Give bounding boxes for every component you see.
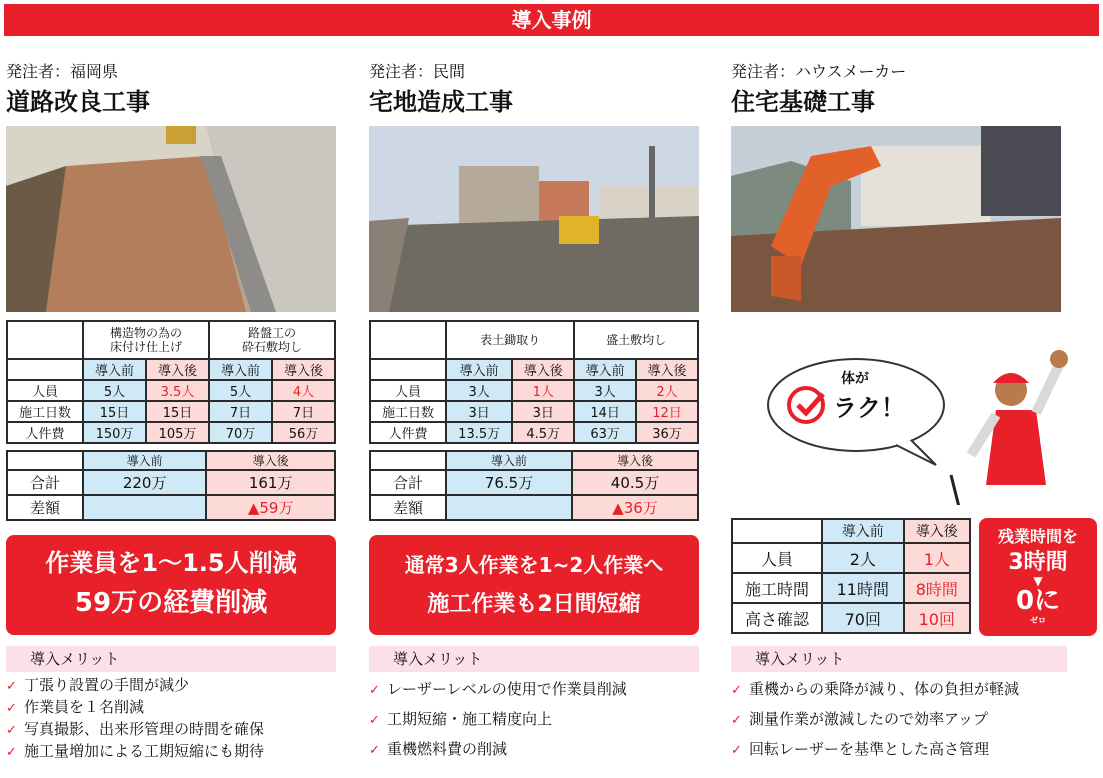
before-header: 導入前 [83, 359, 146, 380]
after-header: 導入後 [146, 359, 209, 380]
check-icon: ✓ [731, 743, 742, 758]
after-header: 導入後 [272, 359, 335, 380]
table-row: 施工時間 11時間 8時間 [732, 573, 970, 603]
down-arrow-icon: ▼ [1033, 574, 1043, 588]
list-item: ✓ 測量作業が激減したので効率アップ [731, 708, 1067, 738]
table-row: 施工日数 15日 15日 7日 7日 [7, 401, 335, 422]
result-callout: 通常3人作業を1~2人作業へ 施工作業も2日間短縮 [369, 535, 699, 635]
table-row: 人件費 150万 105万 70万 56万 [7, 422, 335, 443]
list-item: ✓ 施工量増加による工期短縮にも期待 [6, 740, 342, 762]
merit-list [731, 678, 1067, 768]
case-title: 道路改良工事 [6, 88, 150, 116]
excavator-photo [731, 126, 1061, 312]
worker-illustration [941, 335, 1071, 505]
check-icon: ✓ [731, 683, 742, 698]
task-header-1: 構造物の為の 床付け仕上げ [83, 321, 209, 359]
check-icon: ✓ [369, 743, 380, 758]
check-icon: ✓ [6, 701, 17, 716]
time-comparison-table: 導入前 導入後 人員 2人 1人 施工時間 11時間 8時間 高さ確認 70回 10回 [731, 518, 971, 634]
case-road-improvement [6, 60, 342, 772]
case-land-development [369, 60, 705, 772]
check-icon: ✓ [369, 683, 380, 698]
total-table: 導入前 導入後 合計 220万 161万 差額 ▲59万 [6, 450, 336, 521]
client-label: 発注者：福岡県 [6, 62, 119, 81]
list-item: ✓ 写真撮影、出来形管理の時間を確保 [6, 718, 342, 740]
savings-value: ▲59万 [206, 495, 335, 520]
list-item: ✓ 回転レーザーを基準とした高さ管理 [731, 738, 1067, 768]
table-row: 人員 3人 1人 3人 2人 [370, 380, 698, 401]
table-row: 人員 5人 3.5人 5人 4人 [7, 380, 335, 401]
check-icon: ✓ [6, 745, 17, 760]
list-item: ✓ 丁張り設置の手間が減少 [6, 674, 342, 696]
case-title: 宅地造成工事 [369, 88, 513, 116]
cost-comparison-table: 表土鋤取り 盛土敷均し 導入前 導入後 導入前 導入後 人員 3人 1人 3人 2人 施工日数 3日 3日 14日 12日 人件費 13.5万 4.5万 63万 36万 [369, 320, 699, 444]
check-icon: ✓ [731, 713, 742, 728]
merit-heading: 導入メリット [731, 646, 1067, 672]
result-callout: 作業員を1～1.5人削減 59万の経費削減 [6, 535, 336, 635]
road-construction-photo [6, 126, 336, 312]
list-item: ✓ 作業員を１名削減 [6, 696, 342, 718]
list-item: ✓ 重機からの乗降が減り、体の負担が軽減 [731, 678, 1067, 708]
table-row: 高さ確認 70回 10回 [732, 603, 970, 633]
list-item: ✓ 工期短縮・施工精度向上 [369, 708, 705, 738]
merit-list [6, 674, 342, 762]
task-header-2: 盛土敷均し [574, 321, 698, 359]
merit-list [369, 678, 705, 768]
client-label: 発注者：民間 [369, 62, 466, 81]
total-table: 導入前 導入後 合計 76.5万 40.5万 差額 ▲36万 [369, 450, 699, 521]
task-header-1: 表土鋤取り [446, 321, 574, 359]
merit-heading: 導入メリット [369, 646, 699, 672]
land-development-photo [369, 126, 699, 312]
case-house-foundation [731, 60, 1078, 772]
list-item: ✓ レーザーレベルの使用で作業員削減 [369, 678, 705, 708]
before-header: 導入前 [209, 359, 272, 380]
table-row: 人件費 13.5万 4.5万 63万 36万 [370, 422, 698, 443]
savings-value: ▲36万 [572, 495, 698, 520]
list-item: ✓ 重機燃料費の削減 [369, 738, 705, 768]
client-label: 発注者：ハウスメーカー [731, 62, 907, 81]
check-icon: ✓ [6, 723, 17, 738]
task-header-2: 路盤工の 砕石敷均し [209, 321, 335, 359]
cost-comparison-table [6, 320, 336, 444]
section-banner: 導入事例 [4, 4, 1099, 36]
merit-heading: 導入メリット [6, 646, 336, 672]
check-icon: ✓ [6, 679, 17, 694]
table-row: 施工日数 3日 3日 14日 12日 [370, 401, 698, 422]
table-row: 人員 2人 1人 [732, 543, 970, 573]
speech-bubble: 体が ラク！ [761, 350, 951, 470]
overtime-callout: 残業時間を 3時間 ▼ 0に ゼロ [979, 518, 1097, 636]
case-title: 住宅基礎工事 [731, 88, 875, 116]
check-icon: ✓ [369, 713, 380, 728]
